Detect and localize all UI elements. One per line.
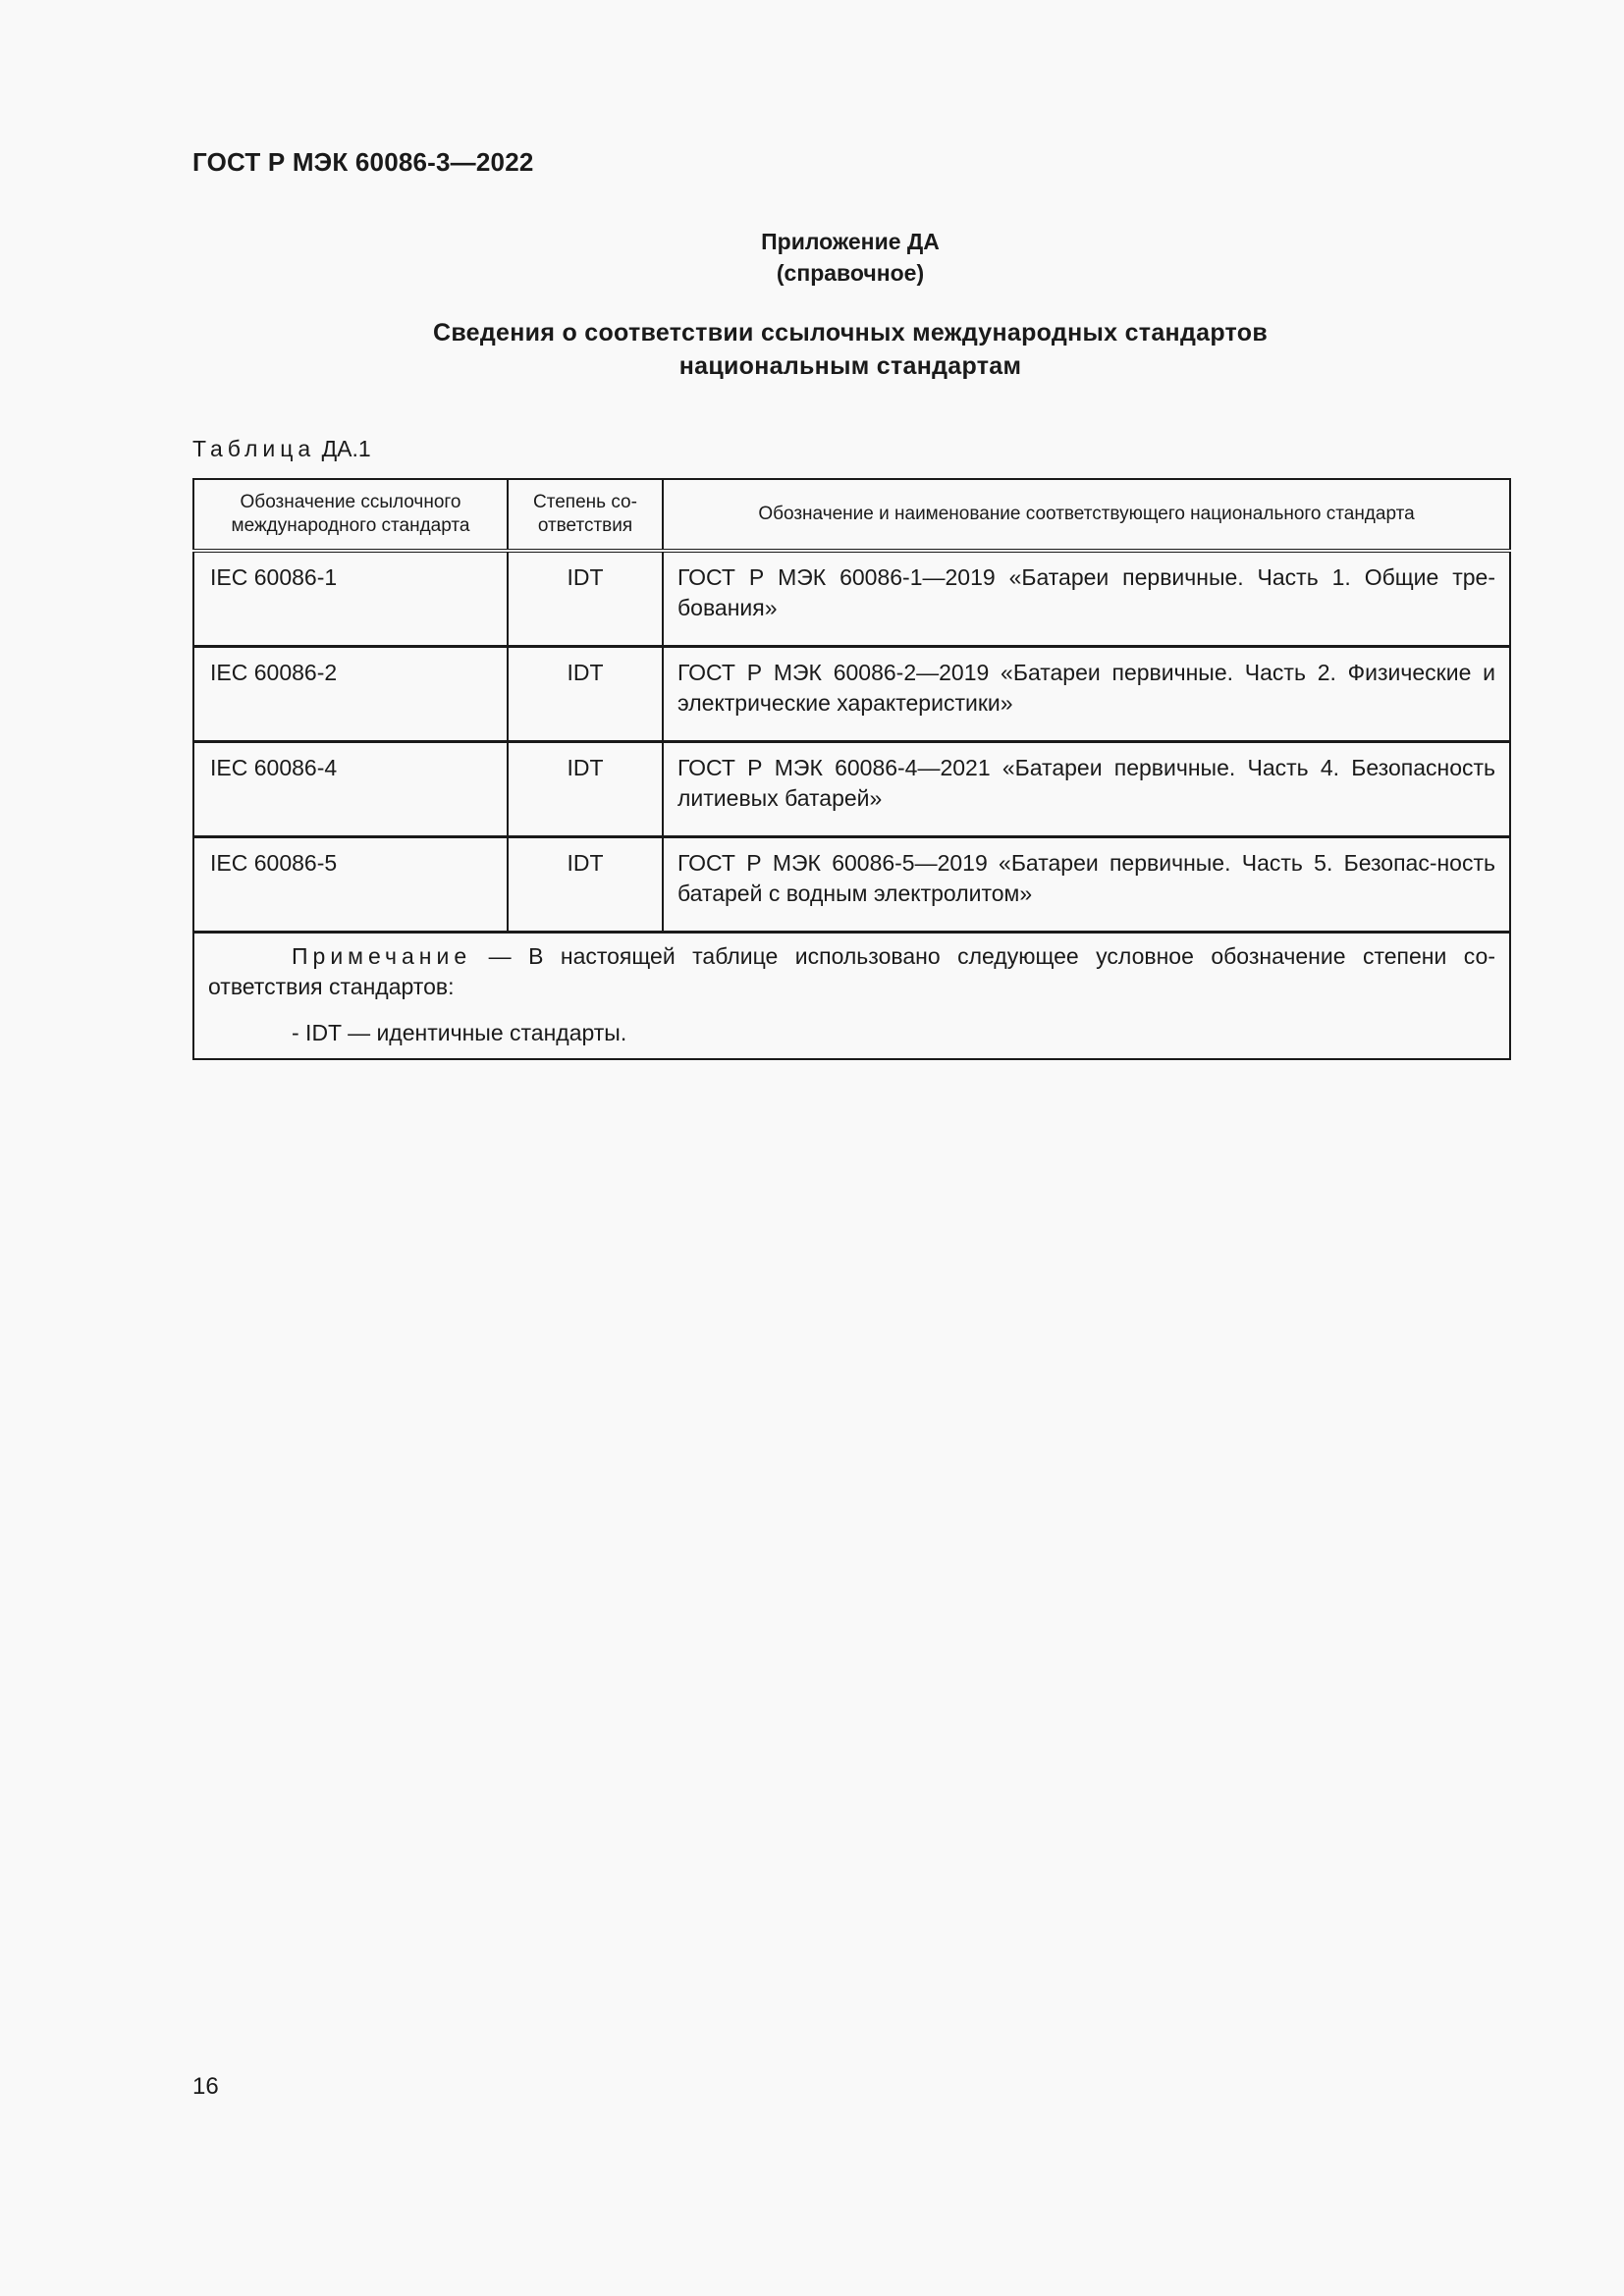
appendix-subtitle: (справочное) bbox=[776, 260, 925, 286]
table-caption bbox=[192, 436, 371, 462]
table-caption-label: Таблица bbox=[192, 436, 316, 461]
correspondence-table bbox=[192, 478, 1511, 1060]
intl-standard-cell: IEC 60086-4 bbox=[193, 742, 508, 837]
intl-standard-cell: IEC 60086-5 bbox=[193, 837, 508, 933]
table-row bbox=[193, 647, 1510, 742]
note-paragraph bbox=[208, 941, 1495, 1002]
section-heading-line-1: Сведения о соответствии ссылочных международных стандартов bbox=[432, 319, 1269, 347]
header-national-standard: Обозначение и наименование соответствующего национального стандарта bbox=[663, 479, 1510, 551]
degree-cell: IDT bbox=[508, 647, 663, 742]
national-standard-cell: ГОСТ Р МЭК 60086-4—2021 «Батареи первичные. Часть 4. Безопасность литиевых батарей» bbox=[663, 742, 1510, 837]
header-degree: Степень со-ответствия bbox=[508, 479, 663, 551]
note-label: Примечание bbox=[292, 943, 472, 969]
table-note-row bbox=[193, 933, 1510, 1060]
national-standard-cell: ГОСТ Р МЭК 60086-5—2019 «Батареи первичные. Часть 5. Безопас-ность батарей с водным электролитом» bbox=[663, 837, 1510, 933]
table-header-row bbox=[193, 479, 1510, 551]
document-code: ГОСТ Р МЭК 60086-3—2022 bbox=[192, 147, 534, 177]
note-list-item: - IDT — идентичные стандарты. bbox=[292, 1020, 627, 1045]
table-note bbox=[193, 933, 1510, 1060]
degree-cell: IDT bbox=[508, 742, 663, 837]
appendix-title-block bbox=[192, 226, 1508, 289]
national-standard-cell: ГОСТ Р МЭК 60086-1—2019 «Батареи первичные. Часть 1. Общие тре-бования» bbox=[663, 551, 1510, 647]
intl-standard-cell: IEC 60086-2 bbox=[193, 647, 508, 742]
table-row bbox=[193, 837, 1510, 933]
header-intl-standard: Обозначение ссылочного международного стандарта bbox=[193, 479, 508, 551]
intl-standard-cell: IEC 60086-1 bbox=[193, 551, 508, 647]
degree-cell: IDT bbox=[508, 837, 663, 933]
degree-cell: IDT bbox=[508, 551, 663, 647]
section-heading-line-2: национальным стандартам bbox=[678, 352, 1022, 380]
page-number: 16 bbox=[192, 2073, 219, 2100]
section-heading bbox=[192, 316, 1508, 383]
national-standard-cell: ГОСТ Р МЭК 60086-2—2019 «Батареи первичные. Часть 2. Физические и электрические характеристики» bbox=[663, 647, 1510, 742]
appendix-title: Приложение ДА bbox=[761, 229, 940, 254]
table-row bbox=[193, 551, 1510, 647]
table-row bbox=[193, 742, 1510, 837]
table-caption-number: ДА.1 bbox=[321, 436, 371, 461]
note-text: — В настоящей таблице использовано следующее условное обозначение степени со-ответствия стандартов: bbox=[208, 943, 1495, 999]
